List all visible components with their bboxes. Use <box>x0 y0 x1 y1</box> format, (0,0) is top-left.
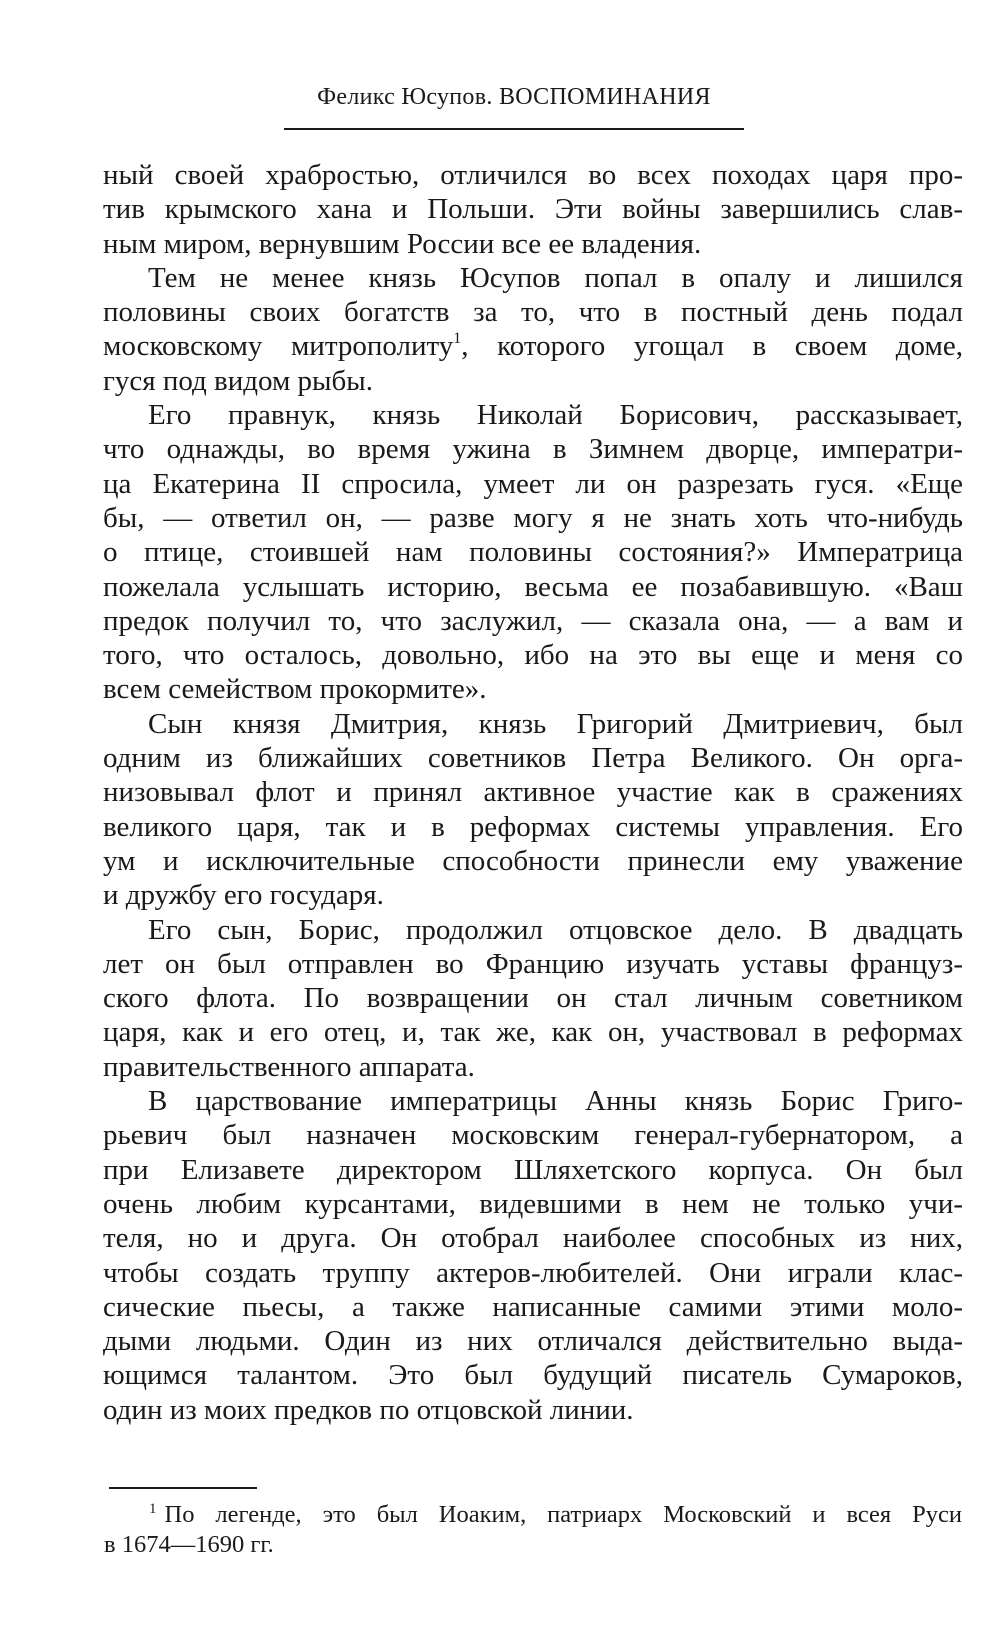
text-line: всем семейством прокормите». <box>103 673 487 706</box>
text-line: бы, — ответил он, — разве могу я не знать хоть что-нибудь <box>103 501 963 534</box>
text-line: того, что осталось, довольно, ибо на это вы еще и меня со <box>103 639 963 672</box>
text-line: ского флота. По возвращении он стал личным советником <box>103 982 963 1015</box>
text-line: чтобы создать труппу актеров-любителей. Они играли клас- <box>103 1256 963 1289</box>
footnote <box>104 1500 962 1560</box>
text-line: правительственного аппарата. <box>103 1050 475 1083</box>
text-line: сические пьесы, а также написанные самими этими моло- <box>103 1290 963 1323</box>
text-line: великого царя, так и в реформах системы управления. Его <box>103 810 963 843</box>
text-segment: , которого угощал в своем доме, <box>461 330 963 363</box>
text-line: один из моих предков по отцовской линии. <box>103 1393 634 1426</box>
text-line: В царствование императрицы Анны князь Борис Григо- <box>148 1085 963 1118</box>
text-line: Его сын, Борис, продолжил отцовское дело. В двадцать <box>148 913 963 946</box>
text-line: ца Екатерина II спросила, умеет ли он разрезать гуся. «Еще <box>103 467 963 500</box>
text-line: предок получил то, что заслужил, — сказала она, — а вам и <box>103 604 963 637</box>
footnote-text: По легенде, это был Иоаким, патриарх Московский и всея Руси <box>164 1501 962 1528</box>
text-line: тив крымского хана и Польши. Эти войны завершились слав- <box>103 193 963 226</box>
text-line: и дружбу его государя. <box>103 879 384 912</box>
text-line: пожелала услышать историю, весьма ее позабавившую. «Ваш <box>103 570 963 603</box>
text-line: рьевич был назначен московским генерал-губернатором, а <box>103 1119 963 1152</box>
text-line: о птице, стоившей нам половины состояния?» Императрица <box>103 536 963 569</box>
text-line: очень любим курсантами, видевшими в нем не только учи- <box>103 1187 963 1220</box>
running-head: Феликс Юсупов. ВОСПОМИНАНИЯ <box>317 84 711 110</box>
text-line: что однажды, во время ужина в Зимнем дворце, императри- <box>103 433 963 466</box>
footnote-mark: 1 <box>149 1501 157 1517</box>
text-line: при Елизавете директором Шляхетского корпуса. Он был <box>103 1153 963 1186</box>
footnote-reference[interactable]: 1 <box>453 330 462 348</box>
text-line: царя, как и его отец, и, так же, как он, участвовал в реформах <box>103 1016 963 1049</box>
header-rule <box>284 128 744 130</box>
text-line: низовывал флот и принял активное участие как в сражениях <box>103 776 963 809</box>
text-line: Тем не менее князь Юсупов попал в опалу и лишился <box>148 261 963 294</box>
text-line: дыми людьми. Один из них отличался действительно выда- <box>103 1325 963 1358</box>
text-line: теля, но и друга. Он отобрал наиболее способных из них, <box>103 1222 963 1255</box>
text-line: Сын князя Дмитрия, князь Григорий Дмитриевич, был <box>148 707 963 740</box>
text-line: лет он был отправлен во Францию изучать уставы француз- <box>103 947 963 980</box>
text-line: ум и исключительные способности принесли ему уважение <box>103 844 963 877</box>
text-line: ным миром, вернувшим России все ее владения. <box>103 227 702 260</box>
text-line: одним из ближайших советников Петра Великого. Он орга- <box>103 742 963 775</box>
text-line-with-footnote <box>103 329 963 363</box>
text-line: половины своих богатств за то, что в постный день подал <box>103 296 963 329</box>
text-line: ющимся талантом. Это был будущий писатель Сумароков, <box>103 1359 963 1392</box>
main-text <box>103 158 963 1427</box>
text-segment: московскому митрополиту <box>103 330 454 363</box>
footnote-separator <box>109 1487 257 1489</box>
footnote-line <box>104 1500 962 1530</box>
text-line: гуся под видом рыбы. <box>103 364 374 397</box>
text-line: ный своей храбростью, отличился во всех походах царя про- <box>103 159 963 191</box>
text-line: Его правнук, князь Николай Борисович, рассказывает, <box>148 399 963 432</box>
footnote-line: в 1674—1690 гг. <box>104 1531 274 1558</box>
